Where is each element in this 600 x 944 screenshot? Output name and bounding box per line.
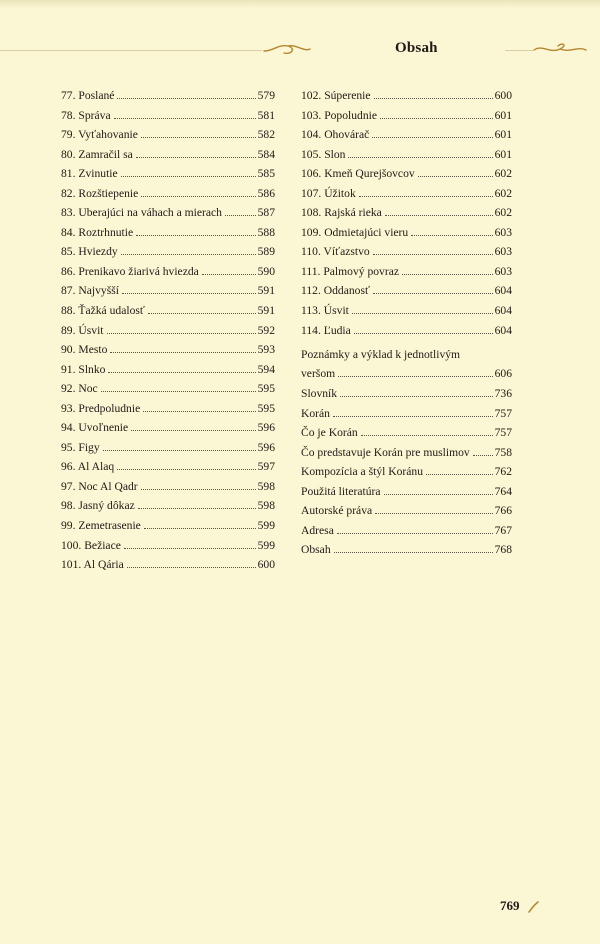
toc-entry-label: 80. Zamračil sa [61,147,133,161]
toc-entry-page: 591 [257,304,275,318]
dot-leader [114,118,256,119]
dot-leader [131,430,255,431]
toc-entry-page: 603 [494,225,512,239]
toc-entry-page: 600 [494,89,512,102]
dot-leader [141,196,255,197]
toc-entry-page: 593 [257,343,275,357]
dot-leader [138,508,256,509]
toc-entry [61,148,275,168]
toc-entry-page: 604 [494,323,512,337]
toc-entry-page: 606 [494,367,512,381]
toc-entry [61,226,275,246]
toc-entry [301,304,512,324]
toc-entry-label: 104. Ohovárač [301,128,370,142]
toc-entry-label: 98. Jasný dôkaz [61,499,135,513]
toc-entry-page: 596 [257,421,275,435]
toc-entry [61,441,275,461]
toc-entry-page: 764 [494,484,512,498]
toc-entry-page: 581 [257,108,275,122]
toc-entry-label: 107. Úžitok [301,186,356,200]
toc-entry [61,499,275,519]
dot-leader [338,376,492,377]
toc-entry [61,187,275,207]
dot-leader [103,450,256,451]
dot-leader [374,98,493,99]
dot-leader [121,176,256,177]
toc-entry-label: 105. Slon [301,147,346,161]
toc-entry-label: 111. Palmový povraz [301,264,399,278]
toc-entry-label: 113. Úsvit [301,304,349,318]
toc-entry-label: 94. Uvoľnenie [61,421,129,435]
toc-entry-page: 603 [494,245,512,259]
toc-entry-page: 598 [257,499,275,513]
dot-leader [380,118,493,119]
dot-leader [110,352,255,353]
toc-entry [301,226,512,246]
dot-leader [372,137,492,138]
toc-entry-page: 585 [257,167,275,181]
toc-entry-page: 762 [494,465,512,479]
toc-entry-page: 599 [257,538,275,552]
toc-entry [301,543,512,563]
toc-entry [301,187,512,207]
dot-leader [143,411,255,412]
toc-entry-label: 78. Správa [61,108,111,122]
toc-entry-label: 95. Figy [61,440,100,454]
dot-leader [385,215,493,216]
toc-entry-page: 586 [257,186,275,200]
header-rule-right [505,50,533,51]
toc-entry-label: Adresa [301,523,334,537]
toc-entry-label: Čo je Korán [301,426,358,440]
toc-entry-label: Korán [301,406,330,420]
dot-leader [148,313,256,314]
toc-entry-label: Čo predstavuje Korán pre muslimov [301,445,470,459]
toc-entry-page: 736 [494,387,512,401]
toc-entry [301,387,512,407]
toc-entry [61,128,275,148]
toc-entry-label: Poznámky a výklad k jednotlivým [301,348,461,362]
header-rule-left [0,50,262,51]
dot-leader [124,548,256,549]
toc-entry-label: 97. Noc Al Qadr [61,479,138,493]
toc-entry-label: Obsah [301,543,331,557]
toc-entry-label: 101. Al Qária [61,558,124,572]
toc-entry-label: Použitá literatúra [301,484,381,498]
toc-entry-label: 106. Kmeň Qurejšovcov [301,167,415,181]
toc-entry-page: 757 [494,406,512,420]
toc-entry-label: 83. Uberajúci na váhach a mierach [61,206,222,220]
toc-entry-page: 601 [494,147,512,161]
toc-entry [301,265,512,285]
toc-entry-label: 102. Súperenie [301,89,371,102]
toc-entry [301,284,512,304]
toc-entry [61,284,275,304]
dot-leader [141,489,256,490]
toc-entry-label: 100. Bežiace [61,538,121,552]
toc-entry [301,524,512,544]
toc-entry [61,480,275,500]
toc-entry [301,167,512,187]
toc-entry-page: 602 [494,206,512,220]
toc-entry-page: 582 [257,128,275,142]
toc-entry-label: 99. Zemetrasenie [61,519,141,533]
toc-entry-label: Kompozícia a štýl Koránu [301,465,424,479]
toc-entry-label: 109. Odmietajúci vieru [301,225,409,239]
dot-leader [361,435,493,436]
toc-entry-page: 601 [494,128,512,142]
toc-entry [301,148,512,168]
toc-entry-label: 79. Vyťahovanie [61,128,138,142]
toc-entry-label: Autorské práva [301,504,373,518]
toc-entry [61,324,275,344]
toc-entry-label: 96. Al Alaq [61,460,115,474]
toc-entry-page: 766 [494,504,512,518]
toc-entry-label: 88. Ťažká udalosť [61,304,145,318]
toc-entry-label: 89. Úsvit [61,323,104,337]
dot-leader [411,235,492,236]
toc-entry [61,363,275,383]
toc-entry [61,304,275,324]
toc-entry-label: 108. Rajská rieka [301,206,382,220]
toc-entry-page: 579 [257,89,275,102]
page-number: 769 [500,898,520,913]
toc-entry-label: 92. Noc [61,382,98,396]
dot-leader [141,137,256,138]
toc-entry-page: 591 [257,284,275,298]
toc-entry [301,407,512,427]
toc-entry [61,265,275,285]
toc-entry [301,504,512,524]
dot-leader [101,391,256,392]
slash-ornament-icon [526,900,540,914]
toc-entry-page: 602 [494,186,512,200]
toc-entry-page: 757 [494,426,512,440]
dot-leader [127,567,256,568]
toc-column-right [301,89,512,563]
toc-entry-label: 110. Víťazstvo [301,245,370,259]
toc-entry-page: 767 [494,523,512,537]
toc-entry-page: 587 [257,206,275,220]
toc-entry [61,558,275,578]
toc-entry-page: 601 [494,108,512,122]
dot-leader [473,455,493,456]
toc-entry-page: 590 [257,264,275,278]
dot-leader [384,494,493,495]
toc-entry-page: 604 [494,284,512,298]
toc-entry-page: 594 [257,362,275,376]
toc-entry-page: 600 [257,558,275,572]
dot-leader [373,254,493,255]
ornament-swash-icon [262,40,312,60]
toc-entry [61,460,275,480]
dot-leader [121,254,256,255]
toc-entry [301,128,512,148]
toc-entry-page: 604 [494,304,512,318]
toc-entry [301,109,512,129]
dot-leader [202,274,256,275]
toc-entry-page: 596 [257,440,275,454]
dot-leader [354,333,493,334]
dot-leader [334,552,493,553]
toc-entry-page: 599 [257,519,275,533]
toc-entry-page: 584 [257,147,275,161]
dot-leader [375,513,492,514]
toc-entry [61,109,275,129]
dot-leader [402,274,493,275]
dot-leader [348,157,492,158]
dot-leader [337,533,493,534]
toc-entry-page: 758 [494,445,512,459]
toc-entry-label: 114. Ľudia [301,323,351,337]
toc-entry-label: 90. Mesto [61,343,108,357]
toc-entry-page: 603 [494,264,512,278]
toc-entry [301,89,512,109]
toc-entry-page: 595 [257,382,275,396]
dot-leader [117,469,255,470]
toc-entry-page: 589 [257,245,275,259]
toc-entry-page: 602 [494,167,512,181]
toc-entry-label: 91. Slnko [61,362,106,376]
toc-entry-page: 597 [257,460,275,474]
dot-leader [426,474,493,475]
toc-entry [61,343,275,363]
toc-entry [61,167,275,187]
toc-entry [301,206,512,226]
dot-leader [122,293,256,294]
toc-entry-label: Slovník [301,387,338,401]
dot-leader [136,235,255,236]
ornament-swash-icon [532,40,588,60]
toc-entry-label: 93. Predpoludnie [61,401,141,415]
toc-entry [301,426,512,446]
toc-entry [61,245,275,265]
toc-entry-page: 595 [257,401,275,415]
dot-leader [418,176,493,177]
toc-entry [301,324,512,344]
toc-entry-page: 592 [257,323,275,337]
toc-entry-notes [301,345,512,383]
toc-column-left [61,89,275,578]
dot-leader [225,215,256,216]
toc-entry [61,519,275,539]
dot-leader [117,98,255,99]
toc-entry-label: 82. Rozštiepenie [61,186,139,200]
toc-entry [61,421,275,441]
toc-entry-label: 81. Zvinutie [61,167,118,181]
toc-entry-label: 84. Roztrhnutie [61,225,134,239]
dot-leader [340,396,493,397]
toc-entry-page: 598 [257,479,275,493]
toc-entry-page: 768 [494,543,512,557]
toc-entry [301,245,512,265]
toc-entry [61,539,275,559]
toc-entry [61,382,275,402]
dot-leader [144,528,256,529]
toc-entry-label: 86. Prenikavo žiarivá hviezda [61,264,199,278]
toc-entry [301,465,512,485]
toc-entry-page: 588 [257,225,275,239]
dot-leader [333,416,493,417]
toc-entry-label: 103. Popoludnie [301,108,378,122]
toc-entry-label: 87. Najvyšší [61,284,119,298]
toc-entry [61,89,275,109]
toc-entry [61,206,275,226]
toc-entry [61,402,275,422]
dot-leader [108,372,255,373]
page-top-shade [0,0,600,8]
dot-leader [136,157,256,158]
toc-entry [301,446,512,466]
toc-entry-label: 77. Poslané [61,89,115,102]
toc-entry-label: 112. Oddanosť [301,284,370,298]
dot-leader [107,333,256,334]
page-title: Obsah [395,40,438,56]
toc-entry [301,485,512,505]
toc-entry-label: 85. Hviezdy [61,245,118,259]
dot-leader [359,196,493,197]
dot-leader [373,293,493,294]
dot-leader [352,313,493,314]
toc-entry-label: veršom [301,367,336,381]
